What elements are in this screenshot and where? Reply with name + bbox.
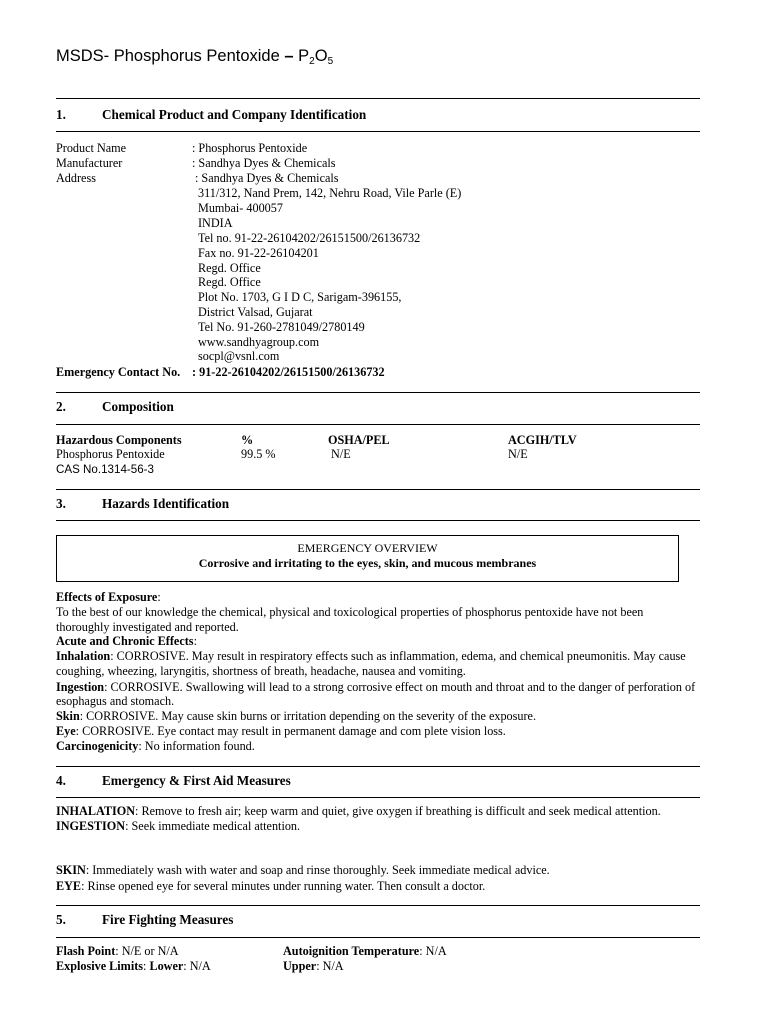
section-number: 4. xyxy=(56,773,66,788)
section-2-heading xyxy=(56,399,174,415)
eye-effect xyxy=(56,724,506,739)
overview-text: Corrosive and irritating to the eyes, skin, and mucous membranes xyxy=(198,556,537,570)
skin-label: Skin xyxy=(56,709,80,723)
divider xyxy=(56,766,700,767)
composition-header: OSHA/PEL xyxy=(328,433,390,447)
first-aid-inhalation-text: : Remove to fresh air; keep warm and quiet, give oxygen if breathing is difficult and seek medical attention. xyxy=(135,804,661,818)
explosive-limits xyxy=(56,959,211,974)
divider xyxy=(56,392,700,393)
composition-header: ACGIH/TLV xyxy=(508,433,577,447)
title-dash: – xyxy=(284,47,294,65)
ingestion-text: : CORROSIVE. Swallowing will lead to a strong corrosive effect on mouth and throat and to the danger of perforation of xyxy=(104,680,696,694)
section-4-heading xyxy=(56,773,291,789)
autoignition-value: : N/A xyxy=(419,944,447,958)
divider xyxy=(56,937,700,938)
divider xyxy=(56,424,700,425)
skin-text: : CORROSIVE. May cause skin burns or irritation depending on the severity of the exposure. xyxy=(79,709,537,723)
ingestion-label: Ingestion xyxy=(56,680,105,694)
carcinogenicity xyxy=(56,739,255,754)
flash-point-value: : N/E or N/A xyxy=(115,944,179,958)
first-aid-ingestion xyxy=(56,819,300,834)
skin-effect xyxy=(56,709,536,724)
section-title: Fire Fighting Measures xyxy=(102,912,234,927)
title-prefix: MSDS- Phosphorus Pentoxide xyxy=(56,47,285,65)
composition-cell: N/E xyxy=(331,447,351,461)
address-line: www.sandhyagroup.com xyxy=(198,335,320,349)
first-aid-ingestion-text: : Seek immediate medical attention. xyxy=(125,819,301,833)
ingestion-text-cont: esophagus and stomach. xyxy=(56,694,175,708)
lower-label: Lower xyxy=(149,959,184,973)
address-line: Regd. Office xyxy=(198,275,261,289)
emergency-contact-value: : 91-22-26104202/26151500/26136732 xyxy=(192,365,385,379)
composition-cell: Phosphorus Pentoxide xyxy=(56,447,165,461)
document-title xyxy=(56,47,333,66)
carcinogenicity-label: Carcinogenicity xyxy=(56,739,139,753)
upper-limit xyxy=(283,959,344,974)
divider xyxy=(56,98,700,99)
first-aid-inhalation-label: INHALATION xyxy=(56,804,136,818)
product-name-value: : Phosphorus Pentoxide xyxy=(192,141,308,155)
section-number: 2. xyxy=(56,399,66,414)
composition-cell: 99.5 % xyxy=(241,447,276,461)
address-line: : Sandhya Dyes & Chemicals xyxy=(195,171,339,185)
divider xyxy=(56,489,700,490)
effects-text: To the best of our knowledge the chemical, physical and toxicological properties of phosphorus pentoxide have not been xyxy=(56,605,644,619)
explosive-limits-label: Explosive Limits xyxy=(56,959,144,973)
composition-cell: N/E xyxy=(508,447,528,461)
first-aid-eye-label: EYE xyxy=(56,879,82,893)
section-number: 5. xyxy=(56,912,66,927)
section-5-heading xyxy=(56,912,233,928)
first-aid-skin-text: : Immediately wash with water and soap and rinse thoroughly. Seek immediate medical advice. xyxy=(85,863,550,877)
first-aid-skin xyxy=(56,863,550,878)
acute-heading xyxy=(56,634,197,649)
cas-number: CAS No.1314-56-3 xyxy=(56,463,154,476)
inhalation-effect xyxy=(56,649,686,664)
ingestion-effect xyxy=(56,680,695,695)
carcinogenicity-text: : No information found. xyxy=(138,739,255,753)
autoignition-label: Autoignition Temperature xyxy=(283,944,420,958)
address-line: Plot No. 1703, G I D C, Sarigam-396155, xyxy=(198,290,402,304)
acute-label: Acute and Chronic Effects xyxy=(56,634,194,648)
section-1-heading xyxy=(56,107,366,123)
autoignition-temperature xyxy=(283,944,447,959)
product-name-label: Product Name xyxy=(56,141,127,155)
inhalation-text: : CORROSIVE. May result in respiratory effects such as inflammation, edema, and chemical pneumonitis. May cause xyxy=(110,649,686,663)
inhalation-text-cont: coughing, wheezing, laryngitis, shortness of breath, headache, nausea and vomiting. xyxy=(56,664,466,678)
emergency-contact-label: Emergency Contact No. xyxy=(56,365,181,379)
first-aid-skin-label: SKIN xyxy=(56,863,86,877)
section-title: Hazards Identification xyxy=(102,496,230,511)
address-line: INDIA xyxy=(198,216,233,230)
first-aid-inhalation xyxy=(56,804,661,819)
address-line: Fax no. 91-22-26104201 xyxy=(198,246,319,260)
section-number: 3. xyxy=(56,496,66,511)
manufacturer-value: : Sandhya Dyes & Chemicals xyxy=(192,156,336,170)
formula-sub-2: 2 xyxy=(309,56,315,67)
address-line: socpl@vsnl.com xyxy=(198,349,280,363)
effects-heading xyxy=(56,590,161,605)
effects-colon: : xyxy=(157,590,161,604)
effects-label: Effects of Exposure xyxy=(56,590,158,604)
section-title: Composition xyxy=(102,399,174,414)
flash-point-label: Flash Point xyxy=(56,944,116,958)
address-line: Tel no. 91-22-26104202/26151500/26136732 xyxy=(198,231,421,245)
lower-value: : N/A xyxy=(183,959,211,973)
first-aid-eye-text: : Rinse opened eye for several minutes under running water. Then consult a doctor. xyxy=(81,879,486,893)
effects-text: thoroughly investigated and reported. xyxy=(56,620,239,634)
formula-p: P xyxy=(298,47,310,65)
inhalation-label: Inhalation xyxy=(56,649,111,663)
first-aid-ingestion-label: INGESTION xyxy=(56,819,126,833)
upper-label: Upper xyxy=(283,959,317,973)
divider xyxy=(56,131,700,132)
divider xyxy=(56,905,700,906)
section-3-heading xyxy=(56,496,229,512)
upper-value: : N/A xyxy=(316,959,344,973)
acute-colon: : xyxy=(193,634,197,648)
eye-label: Eye xyxy=(56,724,76,738)
formula-sub-5: 5 xyxy=(327,56,334,67)
explosive-limits-sep: : xyxy=(143,959,150,973)
flash-point xyxy=(56,944,179,959)
divider xyxy=(56,797,700,798)
address-line: Tel No. 91-260-2781049/2780149 xyxy=(198,320,365,334)
emergency-overview-box xyxy=(56,535,679,582)
address-line: Regd. Office xyxy=(198,261,261,275)
divider xyxy=(56,520,700,521)
address-line: District Valsad, Gujarat xyxy=(198,305,313,319)
section-number: 1. xyxy=(56,107,66,122)
overview-title: EMERGENCY OVERVIEW xyxy=(297,541,438,555)
composition-header: Hazardous Components xyxy=(56,433,182,447)
formula-o: O xyxy=(314,47,328,65)
manufacturer-label: Manufacturer xyxy=(56,156,123,170)
eye-text: : CORROSIVE. Eye contact may result in permanent damage and com plete vision loss. xyxy=(75,724,506,738)
section-title: Chemical Product and Company Identification xyxy=(102,107,367,122)
first-aid-eye xyxy=(56,879,485,894)
address-line: 311/312, Nand Prem, 142, Nehru Road, Vile Parle (E) xyxy=(198,186,462,200)
address-line: Mumbai- 400057 xyxy=(198,201,283,215)
address-label: Address xyxy=(56,171,96,185)
composition-header: % xyxy=(241,433,254,447)
section-title: Emergency & First Aid Measures xyxy=(102,773,291,788)
